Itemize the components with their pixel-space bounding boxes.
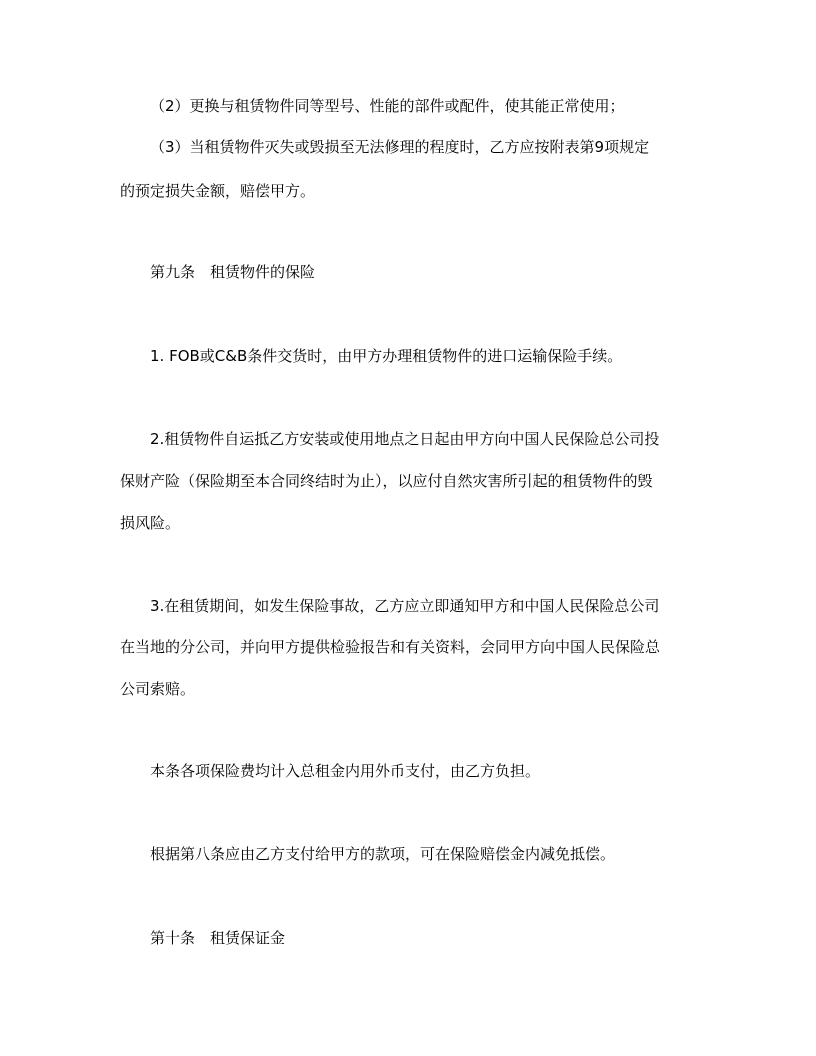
article-9-paragraph-3-line-1: 3.在租赁期间，如发生保险事故，乙方应立即通知甲方和中国人民保险总公司: [150, 597, 660, 615]
article-10-heading: 第十条 租赁保证金: [150, 929, 286, 947]
article-9-paragraph-3-line-2: 在当地的分公司，并向甲方提供检验报告和有关资料，会同甲方向中国人民保险总: [120, 638, 661, 656]
article-9-paragraph-4: 本条各项保险费均计入总租金内用外币支付，由乙方负担。: [150, 762, 541, 780]
article-9-paragraph-3-line-3: 公司索赔。: [120, 680, 196, 698]
clause-item-3-line-2: 的预定损失金额，赔偿甲方。: [120, 182, 316, 200]
clause-item-3-line-1: （3）当租赁物件灭失或毁损至无法修理的程度时，乙方应按附表第9项规定: [150, 138, 650, 156]
article-9-paragraph-2-line-1: 2.租赁物件自运抵乙方安装或使用地点之日起由甲方向中国人民保险总公司投: [150, 430, 660, 448]
article-9-heading: 第九条 租赁物件的保险: [150, 263, 316, 281]
article-9-paragraph-5: 根据第八条应由乙方支付给甲方的款项，可在保险赔偿金内减免抵偿。: [150, 845, 616, 863]
article-9-paragraph-1: 1. FOB或C&B条件交货时，由甲方办理租赁物件的进口运输保险手续。: [150, 347, 623, 365]
article-9-paragraph-2-line-2: 保财产险（保险期至本合同终结时为止），以应付自然灾害所引起的租赁物件的毁: [120, 472, 653, 490]
article-9-paragraph-2-line-3: 损风险。: [120, 514, 181, 532]
clause-item-2: （2）更换与租赁物件同等型号、性能的部件或配件，使其能正常使用；: [150, 97, 625, 115]
